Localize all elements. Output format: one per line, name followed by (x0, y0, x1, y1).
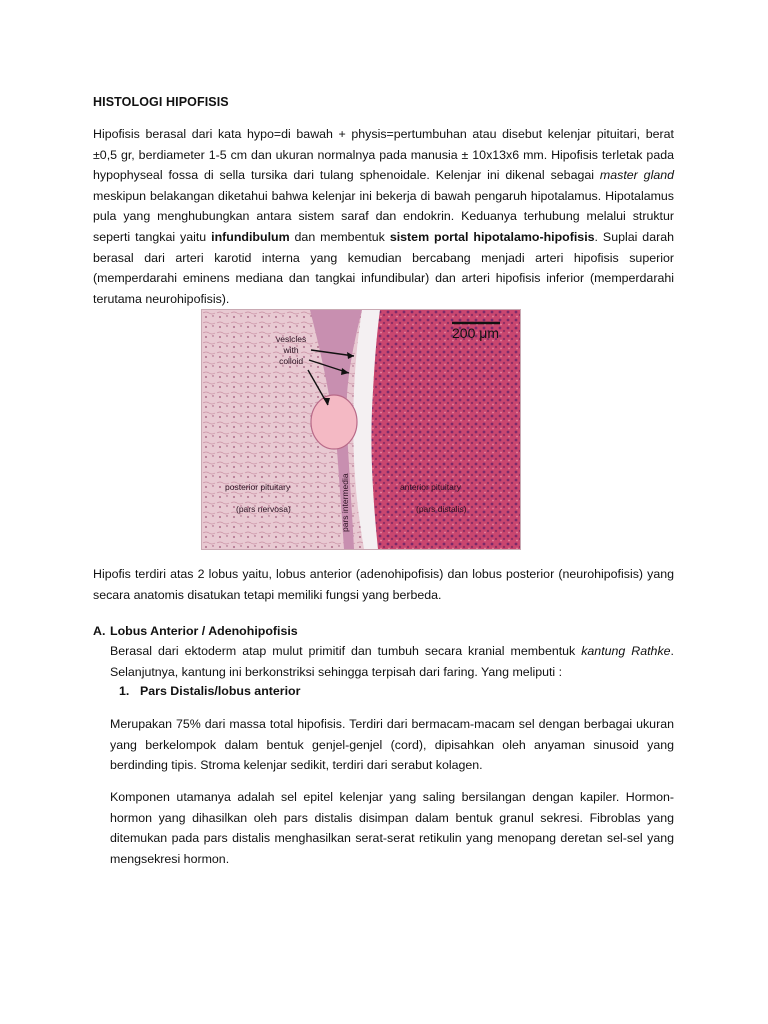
intro-master-gland: master gland (599, 168, 674, 183)
paragraph-komponen: Komponen utamanya adalah sel epitel kelenjar yang saling bersilangan dengan kapiler. Hormon-hormon yang dihasilkan oleh pars distalis disimpan dalam bentuk granul sekresi. Fibroblas yang ditemukan pada pars distalis menghasilkan serat-serat retikulin yang menopang deretan sel-sel yang mengsekresi hormon. (110, 790, 674, 866)
intro-text-4: . Suplai darah berasal dari arteri karotid interna yang kemudian bercabang menjadi arteri hipofisis superior (memperdarahi eminens mediana dan tangkai infundibular) dan arteri hipofisis inferior (memperdarahi terutama neurohipofisis). (93, 229, 674, 306)
section-a-paragraph (110, 641, 674, 682)
pars-intermedia-label: pars intermedia (340, 473, 350, 532)
pars-distalis-number: 1. (119, 684, 130, 698)
section-a-letter: A. (93, 624, 106, 638)
intro-text-2: meskipun belakangan diketahui bahwa kelenjar ini bekerja di bawah pengaruh hipotalamus. Hipotalamus pula yang menghubungkan antara sistem saraf dan endokrin. Keduanya terhubung melalui struktur seperti tangkai yaitu (93, 188, 674, 244)
section-a-title: Lobus Anterior / Adenohipofisis (110, 624, 298, 638)
pars-distalis-label: (pars distalis) (416, 504, 467, 514)
intro-paragraph (93, 124, 674, 309)
section-a-heading (93, 624, 298, 638)
section-a-text-1: Berasal dari ektoderm atap mulut primitif dan tumbuh secara kranial membentuk (110, 644, 582, 658)
intro-text-3: dan membentuk (289, 229, 390, 244)
section-a-text-2: . Selanjutnya, kantung ini berkonstriksi sehingga terpisah dari faring. Yang meliputi : (110, 644, 674, 679)
anterior-pituitary-label: anterior pituitary (400, 482, 461, 492)
intro-text-1: Hipofisis berasal dari kata hypo=di bawah + physis=pertumbuhan atau disebut kelenjar pituitari, berat ±0,5 gr, berdiameter 1-5 cm dan ukuran normalnya pada manusia ± 10x13x6 mm. Hipofisis terletak pada hypophyseal fossa di sella tursika dari tulang sphenoidale. Kelenjar ini dikenal sebagai (93, 127, 674, 183)
intro-portal-system: sistem portal hipotalamo-hipofisis (389, 229, 595, 244)
paragraph-75-percent: Merupakan 75% dari massa total hipofisis. Terdiri dari bermacam-macam sel dengan berbagai ukuran yang berkelompok dalam bentuk genjel-genjel (cord), dipisahkan oleh anyaman sinusoid yang berdinding tipis. Stroma kelenjar sedikit, terdiri dari serabut kolagen. (110, 717, 674, 773)
intro-infundibulum: infundibulum (211, 229, 290, 244)
vesicles-label: vesicles with colloid (276, 334, 307, 366)
lobus-paragraph: Hipofis terdiri atas 2 lobus yaitu, lobus anterior (adenohipofisis) dan lobus posterior (neurohipofisis) yang secara anatomis disatukan tetapi memiliki fungsi yang berbeda. (93, 567, 674, 602)
scale-bar-label: 200 μm (452, 325, 499, 341)
section-a-kantung-rathke: kantung Rathke (581, 644, 671, 658)
pars-distalis-heading (119, 684, 300, 698)
posterior-pituitary-label: posterior pituitary (225, 482, 291, 492)
histology-figure (201, 309, 521, 550)
page-title: HISTOLOGI HIPOFISIS (93, 95, 229, 109)
pars-distalis-title: Pars Distalis/lobus anterior (140, 684, 301, 698)
pars-nervosa-label: (pars nervosa) (236, 504, 291, 514)
